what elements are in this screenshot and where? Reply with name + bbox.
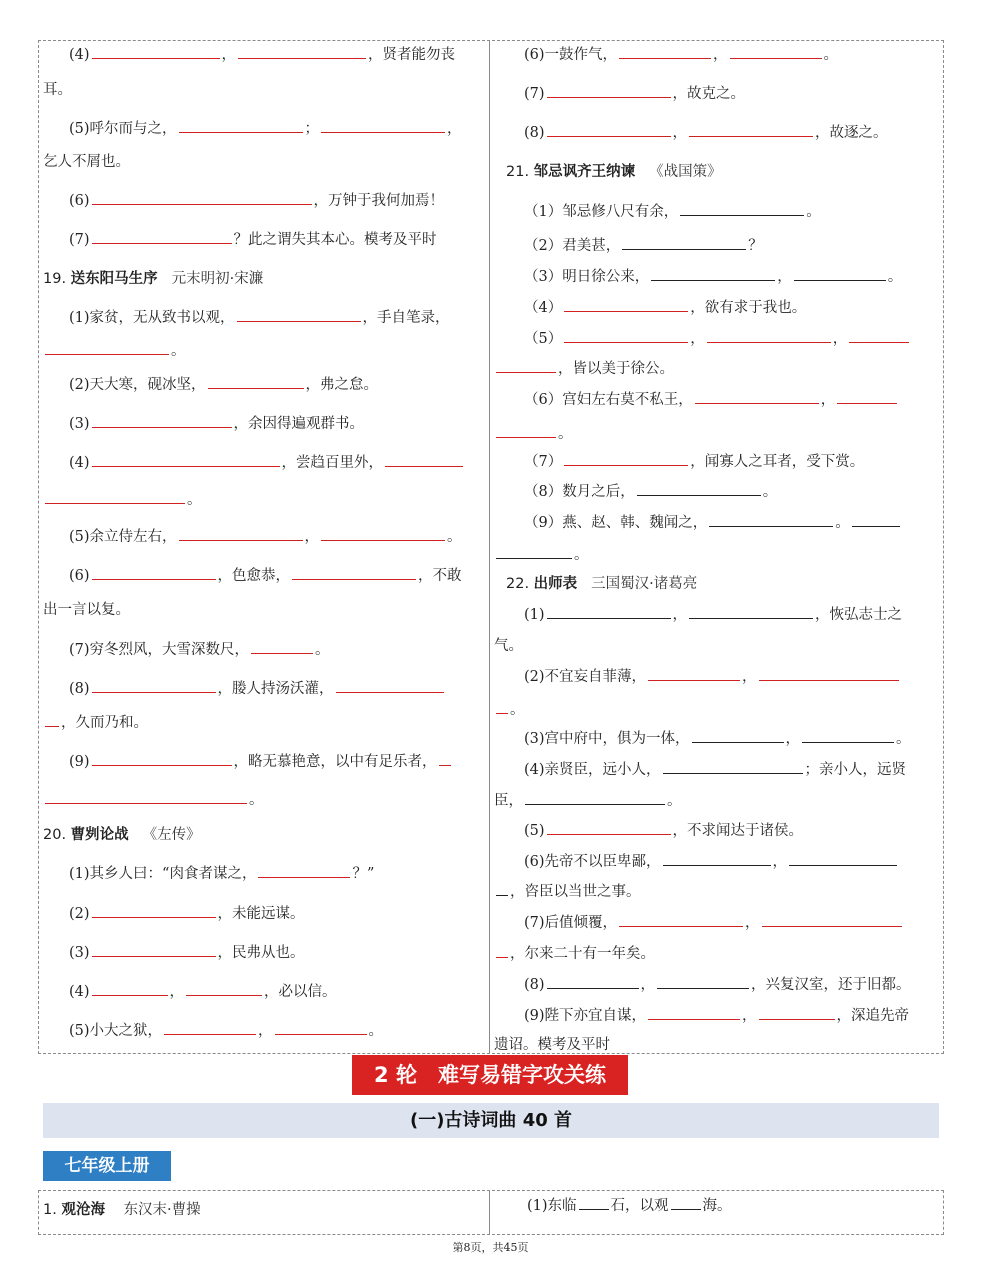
exercise-line — [494, 792, 682, 810]
exercise-text: （3）明日徐公来， — [524, 269, 650, 285]
exercise-text: 。 — [315, 642, 330, 658]
exercise-text: (5) — [524, 823, 545, 839]
passage-author: 《战国策》 — [649, 164, 722, 180]
exercise-text: （8）数月之后， — [524, 484, 635, 500]
exercise-text: 耳。 — [43, 82, 72, 98]
answer-blank[interactable] — [292, 567, 416, 580]
exercise-line — [69, 454, 465, 472]
exercise-text: ，色愈恭， — [217, 568, 291, 584]
section-heading: (一)古诗词曲 40 首 — [43, 1103, 939, 1138]
passage-title — [43, 826, 201, 844]
exercise-line — [524, 46, 838, 64]
answer-blank[interactable] — [92, 231, 232, 244]
poem-text: (1)东临 — [527, 1198, 577, 1214]
answer-blank[interactable] — [564, 330, 688, 343]
exercise-text: (8) — [524, 125, 545, 141]
exercise-text: （9）燕、赵、韩、魏闻之， — [524, 515, 708, 531]
exercise-text: ， — [772, 854, 788, 870]
answer-blank[interactable] — [92, 905, 216, 918]
exercise-line — [524, 453, 864, 471]
answer-blank[interactable] — [92, 567, 216, 580]
exercise-text: 。 — [187, 492, 202, 508]
exercise-line — [69, 1022, 383, 1040]
exercise-line — [69, 680, 446, 698]
exercise-line — [524, 483, 777, 501]
answer-blank[interactable] — [648, 1007, 740, 1020]
exercise-line — [524, 203, 821, 221]
answer-blank[interactable] — [251, 641, 313, 654]
exercise-text: ，深追先帝 — [836, 1008, 910, 1024]
exercise-line — [524, 391, 899, 409]
exercise-text: ，不求闻达于诸侯。 — [672, 823, 804, 839]
exercise-line — [69, 120, 462, 138]
exercise-text: ， — [742, 1008, 757, 1024]
exercise-text: 遗诏。模考及平时 — [494, 1037, 610, 1053]
exercise-line — [524, 299, 806, 317]
exercise-text: ；亲小人，远贤 — [804, 762, 907, 778]
exercise-text: ？此之谓失其本心。模考及平时 — [233, 232, 437, 248]
answer-blank[interactable] — [619, 914, 743, 927]
exercise-text: (2)天大寒，砚冰坚， — [69, 377, 206, 393]
answer-blank[interactable] — [663, 761, 803, 774]
exercise-text: ，贤者能勿丧 — [368, 47, 456, 63]
exercise-text: 。 — [762, 484, 778, 500]
answer-blank[interactable] — [689, 606, 813, 619]
exercise-line — [43, 81, 72, 99]
exercise-text: ，未能远谋。 — [217, 906, 305, 922]
exercise-line — [494, 637, 523, 655]
exercise-text: (5)呼尔而与之， — [69, 121, 177, 137]
exercise-text: ，故克之。 — [672, 86, 746, 102]
exercise-text: ，闻寡人之耳者，受下赏。 — [690, 454, 865, 470]
exercise-text: (5)小大之狱， — [69, 1023, 163, 1039]
passage-number: 22. — [506, 576, 534, 592]
answer-blank[interactable] — [45, 791, 247, 804]
exercise-text: 。 — [823, 47, 839, 63]
answer-blank[interactable] — [179, 528, 303, 541]
passage-author: 三国蜀汉·诸葛亮 — [591, 576, 698, 592]
exercise-text: (2) — [69, 906, 90, 922]
answer-blank[interactable] — [208, 376, 304, 389]
answer-blank[interactable] — [238, 46, 366, 59]
exercise-line — [69, 753, 453, 771]
exercise-line — [43, 714, 148, 732]
round-banner: 2 轮 难写易错字攻关练 — [352, 1055, 628, 1095]
passage-name: 邹忌讽齐王纳谏 — [533, 164, 636, 180]
poem-text: 石，以观 — [610, 1198, 669, 1214]
exercise-text: (7) — [69, 232, 90, 248]
exercise-text: ， — [672, 125, 688, 141]
exercise-line — [69, 192, 444, 210]
answer-blank[interactable] — [321, 528, 445, 541]
answer-blank[interactable] — [648, 668, 740, 681]
exercise-line — [524, 606, 902, 624]
exercise-text: ； — [304, 121, 320, 137]
answer-blank[interactable] — [186, 983, 262, 996]
exercise-text: （6）宫妇左右莫不私王， — [524, 392, 693, 408]
answer-blank[interactable] — [837, 391, 897, 404]
exercise-text: (9)陛下亦宜自谋， — [524, 1008, 647, 1024]
answer-blank[interactable] — [689, 124, 813, 137]
passage-author: 《左传》 — [142, 827, 201, 843]
exercise-text: (4) — [69, 47, 90, 63]
page-footer: 第8页，共45页 — [452, 1241, 529, 1254]
exercise-text: (1)其乡人曰：“肉食者谋之， — [69, 866, 257, 882]
exercise-text: ， — [304, 529, 320, 545]
exercise-text: 。 — [574, 547, 589, 563]
exercise-line — [524, 514, 902, 532]
exercise-text: 气。 — [494, 638, 523, 654]
answer-blank[interactable] — [92, 192, 312, 205]
answer-blank[interactable] — [45, 714, 59, 727]
exercise-line — [524, 822, 803, 840]
exercise-line — [524, 976, 911, 994]
answer-blank[interactable] — [692, 730, 784, 743]
exercise-text: (3) — [69, 945, 90, 961]
answer-blank[interactable] — [680, 203, 804, 216]
exercise-text: ， — [742, 669, 757, 685]
answer-blank[interactable] — [92, 415, 232, 428]
answer-blank[interactable] — [759, 1007, 835, 1020]
exercise-text: ，兴复汉室，还于旧都。 — [751, 977, 911, 993]
exercise-line — [494, 1036, 610, 1054]
answer-blank[interactable] — [695, 391, 819, 404]
exercise-line — [524, 268, 902, 286]
answer-blank[interactable] — [671, 1197, 701, 1210]
exercise-line — [494, 425, 573, 443]
exercise-text: (4) — [69, 984, 90, 1000]
exercise-line — [69, 641, 330, 659]
poem-name: 观沧海 — [61, 1202, 105, 1218]
answer-blank[interactable] — [709, 514, 833, 527]
exercise-text: ，略无慕艳意，以中有足乐者， — [233, 754, 437, 770]
exercise-text: ，余因得遍观群书。 — [233, 416, 365, 432]
passage-title — [506, 163, 722, 181]
answer-blank[interactable] — [385, 454, 463, 467]
passage-name: 送东阳马生序 — [70, 271, 158, 287]
exercise-text: 臣， — [494, 793, 523, 809]
exercise-text: ？” — [352, 866, 375, 882]
exercise-text: 。 — [171, 343, 186, 359]
exercise-text: 。 — [667, 793, 682, 809]
exercise-text: (1) — [524, 607, 545, 623]
exercise-text: (9) — [69, 754, 90, 770]
passage-number: 19. — [43, 271, 71, 287]
exercise-text: ， — [777, 269, 792, 285]
exercise-line — [43, 342, 186, 360]
answer-blank[interactable] — [547, 85, 671, 98]
exercise-text: (4) — [69, 455, 90, 471]
answer-blank[interactable] — [651, 268, 775, 281]
answer-blank[interactable] — [849, 330, 909, 343]
exercise-text: ？ — [748, 238, 763, 254]
passage-number: 20. — [43, 827, 71, 843]
exercise-text: ，媵人持汤沃灌， — [217, 681, 334, 697]
exercise-text: ， — [785, 731, 801, 747]
answer-blank[interactable] — [92, 680, 216, 693]
answer-blank[interactable] — [564, 299, 688, 312]
exercise-text: ， — [221, 47, 237, 63]
answer-blank[interactable] — [45, 491, 185, 504]
exercise-line — [69, 231, 437, 249]
exercise-line — [494, 945, 655, 963]
answer-blank[interactable] — [92, 753, 232, 766]
answer-blank[interactable] — [496, 883, 508, 896]
right-column — [490, 41, 942, 1053]
exercise-text: (1)家贫，无从致书以观， — [69, 310, 235, 326]
exercise-text: 。 — [887, 269, 903, 285]
exercise-line — [524, 85, 745, 103]
answer-blank[interactable] — [496, 360, 556, 373]
exercise-line — [69, 983, 337, 1001]
exercise-line — [524, 853, 899, 871]
exercise-line — [524, 730, 911, 748]
exercise-text: ，手自笔录， — [362, 310, 450, 326]
answer-blank[interactable] — [258, 865, 350, 878]
answer-blank[interactable] — [496, 701, 508, 714]
exercise-line — [494, 883, 641, 901]
exercise-line — [43, 153, 130, 171]
exercise-line — [69, 309, 450, 327]
exercise-text: 。 — [835, 515, 850, 531]
poem-title — [43, 1201, 201, 1219]
exercise-text: ，故逐之。 — [815, 125, 888, 141]
answer-blank[interactable] — [45, 342, 169, 355]
exercise-text: 。 — [896, 731, 911, 747]
exercise-box-lower — [38, 1190, 944, 1235]
answer-blank[interactable] — [637, 483, 761, 496]
exercise-text: ， — [690, 331, 705, 347]
passage-author: 元末明初·宋濂 — [171, 271, 264, 287]
exercise-line — [524, 330, 911, 348]
answer-blank[interactable] — [619, 46, 711, 59]
exercise-text: (6) — [69, 568, 90, 584]
exercise-text: ，必以信。 — [264, 984, 337, 1000]
answer-blank[interactable] — [547, 606, 671, 619]
answer-blank[interactable] — [657, 976, 749, 989]
exercise-line — [43, 491, 202, 509]
left-column — [39, 41, 489, 1053]
exercise-line — [43, 791, 264, 809]
exercise-text: ， — [713, 47, 728, 63]
answer-blank[interactable] — [92, 46, 220, 59]
exercise-line — [524, 668, 901, 686]
answer-blank[interactable] — [663, 853, 771, 866]
answer-blank[interactable] — [164, 1022, 256, 1035]
answer-blank[interactable] — [547, 976, 639, 989]
answer-blank[interactable] — [730, 46, 822, 59]
answer-blank[interactable] — [707, 330, 831, 343]
exercise-text: （5） — [524, 331, 563, 347]
exercise-text: ，弗之怠。 — [305, 377, 379, 393]
exercise-line — [43, 601, 130, 619]
answer-blank[interactable] — [179, 120, 303, 133]
exercise-text: (7) — [524, 86, 545, 102]
exercise-line — [69, 415, 364, 433]
poem-author: 东汉末·曹操 — [123, 1202, 201, 1218]
exercise-text: ，尔来二十有一年矣。 — [510, 946, 655, 962]
exercise-text: 。 — [368, 1023, 384, 1039]
answer-blank[interactable] — [496, 425, 556, 438]
exercise-text: (4)亲贤臣，远小人， — [524, 762, 661, 778]
answer-blank[interactable] — [789, 853, 897, 866]
exercise-text: （1）邹忌修八尺有余， — [524, 204, 679, 220]
answer-blank[interactable] — [547, 822, 671, 835]
exercise-line — [69, 865, 374, 883]
exercise-text: (6) — [69, 193, 90, 209]
exercise-text: （2）君美甚， — [524, 238, 621, 254]
exercise-text: ， — [672, 607, 688, 623]
exercise-text: (8) — [69, 681, 90, 697]
answer-blank[interactable] — [92, 454, 280, 467]
exercise-text: ，民弗从也。 — [217, 945, 305, 961]
answer-blank[interactable] — [525, 792, 665, 805]
passage-title — [43, 270, 263, 288]
answer-blank[interactable] — [622, 237, 746, 250]
exercise-text: ，欲有求于我也。 — [690, 300, 807, 316]
exercise-text: (5)余立侍左右， — [69, 529, 177, 545]
poem-line — [527, 1197, 732, 1215]
exercise-text: ， — [447, 121, 462, 137]
answer-blank[interactable] — [759, 668, 899, 681]
exercise-text: (3) — [69, 416, 90, 432]
answer-blank[interactable] — [547, 124, 671, 137]
exercise-text: 乞人不屑也。 — [43, 154, 130, 170]
exercise-text: ，咨臣以当世之事。 — [510, 884, 641, 900]
exercise-text: (8) — [524, 977, 545, 993]
exercise-text: 。 — [558, 426, 573, 442]
answer-blank[interactable] — [321, 120, 445, 133]
exercise-text: ， — [169, 984, 185, 1000]
answer-blank[interactable] — [802, 730, 894, 743]
exercise-text: （7） — [524, 454, 563, 470]
poem-number: 1. — [43, 1202, 57, 1218]
answer-blank[interactable] — [794, 268, 886, 281]
exercise-text: （4） — [524, 300, 563, 316]
answer-blank[interactable] — [439, 753, 451, 766]
exercise-box-upper — [38, 40, 944, 1054]
answer-blank[interactable] — [564, 453, 688, 466]
answer-blank[interactable] — [496, 945, 508, 958]
exercise-text: ， — [832, 331, 848, 347]
exercise-text: ，恢弘志士之 — [815, 607, 903, 623]
exercise-line — [524, 761, 906, 779]
answer-blank[interactable] — [496, 546, 572, 559]
answer-blank[interactable] — [762, 914, 902, 927]
passage-name: 出师表 — [533, 576, 578, 592]
exercise-line — [524, 237, 763, 255]
exercise-text: 。 — [806, 204, 821, 220]
answer-blank[interactable] — [237, 309, 361, 322]
exercise-text: 。 — [249, 792, 264, 808]
exercise-text: (6)一鼓作气， — [524, 47, 618, 63]
exercise-text: ， — [258, 1023, 273, 1039]
grade-label: 七年级上册 — [43, 1151, 171, 1181]
exercise-line — [69, 905, 305, 923]
exercise-text: ，万钟于我何加焉！ — [313, 193, 445, 209]
exercise-line — [69, 528, 462, 546]
exercise-text: (2)不宜妄自菲薄， — [524, 669, 647, 685]
exercise-text: 。 — [447, 529, 462, 545]
exercise-text: ， — [820, 392, 836, 408]
exercise-text: 。 — [510, 702, 525, 718]
exercise-line — [69, 376, 378, 394]
exercise-text: ，不敢 — [418, 568, 462, 584]
answer-blank[interactable] — [275, 1022, 367, 1035]
exercise-text: ，尝趋百里外， — [281, 455, 384, 471]
passage-number: 21. — [506, 164, 534, 180]
answer-blank[interactable] — [579, 1197, 609, 1210]
exercise-text: (3)宫中府中，俱为一体， — [524, 731, 690, 747]
passage-name: 曹刿论战 — [70, 827, 129, 843]
exercise-text: ， — [640, 977, 656, 993]
exercise-line — [69, 567, 462, 585]
poem-text: 海。 — [702, 1198, 732, 1214]
exercise-line — [69, 944, 305, 962]
answer-blank[interactable] — [852, 514, 900, 527]
passage-title — [506, 575, 697, 593]
exercise-line — [524, 1007, 909, 1025]
answer-blank[interactable] — [336, 680, 444, 693]
exercise-line — [524, 124, 888, 142]
exercise-text: ，久而乃和。 — [61, 715, 148, 731]
exercise-text: ，皆以美于徐公。 — [558, 361, 674, 377]
exercise-text: 出一言以复。 — [43, 602, 130, 618]
exercise-text: ， — [745, 915, 760, 931]
exercise-line — [69, 46, 455, 64]
answer-blank[interactable] — [92, 983, 168, 996]
answer-blank[interactable] — [92, 944, 216, 957]
exercise-line — [494, 360, 674, 378]
exercise-text: (7)后值倾覆， — [524, 915, 618, 931]
exercise-text: (6)先帝不以臣卑鄙， — [524, 854, 661, 870]
exercise-line — [494, 701, 525, 719]
exercise-line — [494, 546, 589, 564]
column-divider-lower — [489, 1191, 490, 1234]
exercise-text: (7)穷冬烈风，大雪深数尺， — [69, 642, 250, 658]
exercise-line — [524, 914, 904, 932]
